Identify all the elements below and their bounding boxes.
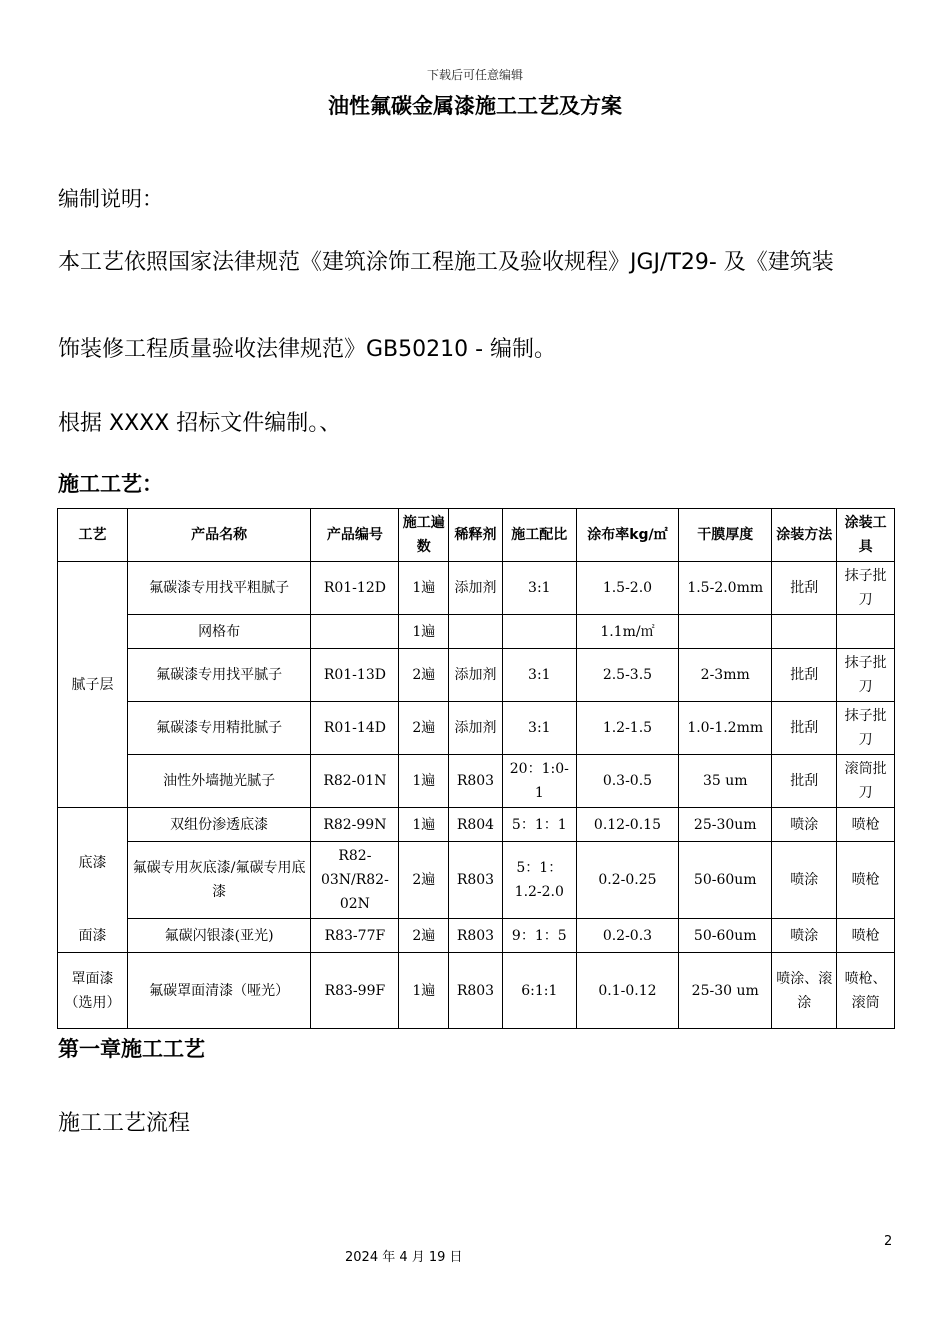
table-header-row bbox=[58, 509, 895, 562]
table-cell: 喷涂 bbox=[772, 919, 837, 953]
table-cell: R82-03N/R82-02N bbox=[311, 842, 399, 919]
intro-paragraph-line-1: 本工艺依照国家法律规范《建筑涂饰工程施工及验收规程》JGJ/T29- 及《建筑装 bbox=[58, 250, 834, 275]
table-cell: 批刮 bbox=[772, 755, 837, 808]
header-cell: 涂装方法 bbox=[772, 509, 837, 562]
group-cell-putty: 腻子层 bbox=[58, 562, 128, 808]
table-cell: 添加剂 bbox=[449, 649, 503, 702]
table-cell: 喷枪 bbox=[837, 808, 895, 842]
process-heading: 施工工艺： bbox=[58, 472, 163, 496]
group-cell-topcoat: 面漆 bbox=[58, 919, 128, 953]
table-cell: 喷涂、滚涂 bbox=[772, 953, 837, 1029]
table-cell: 9：1：5 bbox=[502, 919, 576, 953]
intro-paragraph-line-2: 饰装修工程质量验收法律规范》GB50210 - 编制。 bbox=[58, 337, 557, 362]
table-cell: 喷涂 bbox=[772, 808, 837, 842]
table-cell: 喷枪、滚筒 bbox=[837, 953, 895, 1029]
table-cell bbox=[311, 615, 399, 649]
table-cell: 喷枪 bbox=[837, 842, 895, 919]
table-cell: 1遍 bbox=[399, 755, 449, 808]
table-cell: 氟碳专用灰底漆/氟碳专用底漆 bbox=[127, 842, 310, 919]
table-cell: 3:1 bbox=[502, 562, 576, 615]
table-cell bbox=[837, 615, 895, 649]
table-cell: R83-99F bbox=[311, 953, 399, 1029]
page-number: 2 bbox=[884, 1234, 893, 1249]
table-cell: 添加剂 bbox=[449, 702, 503, 755]
table-cell: R803 bbox=[449, 755, 503, 808]
table-cell: 1.1m/㎡ bbox=[576, 615, 678, 649]
table-cell: 氟碳漆专用精批腻子 bbox=[127, 702, 310, 755]
table-cell: 抹子批刀 bbox=[837, 562, 895, 615]
table-cell: 1遍 bbox=[399, 562, 449, 615]
table-cell: R803 bbox=[449, 953, 503, 1029]
footer-date: 2024 年 4 月 19 日 bbox=[345, 1250, 463, 1265]
table-cell: 1.0-1.2mm bbox=[679, 702, 772, 755]
table-cell: 氟碳漆专用找平粗腻子 bbox=[127, 562, 310, 615]
header-cell: 稀释剂 bbox=[449, 509, 503, 562]
header-cell: 涂装工具 bbox=[837, 509, 895, 562]
group-cell-overcoat: 罩面漆（选用） bbox=[58, 953, 128, 1029]
intro-paragraph-2: 根据 XXXX 招标文件编制。、 bbox=[58, 411, 342, 436]
table-cell: 1遍 bbox=[399, 808, 449, 842]
header-cell: 产品编号 bbox=[311, 509, 399, 562]
table-cell: R01-12D bbox=[311, 562, 399, 615]
table-cell: 0.3-0.5 bbox=[576, 755, 678, 808]
table-cell bbox=[772, 615, 837, 649]
table-cell: R01-14D bbox=[311, 702, 399, 755]
table-row bbox=[58, 842, 895, 919]
table-cell: 油性外墙抛光腻子 bbox=[127, 755, 310, 808]
table-cell: 喷枪 bbox=[837, 919, 895, 953]
table-cell: 20：1:0-1 bbox=[502, 755, 576, 808]
header-cell: 涂布率kg/㎡ bbox=[576, 509, 678, 562]
table-cell: 2遍 bbox=[399, 702, 449, 755]
table-cell: R82-01N bbox=[311, 755, 399, 808]
table-cell: 35 um bbox=[679, 755, 772, 808]
header-cell: 干膜厚度 bbox=[679, 509, 772, 562]
table-cell: 滚筒批刀 bbox=[837, 755, 895, 808]
table-row bbox=[58, 755, 895, 808]
table-row bbox=[58, 615, 895, 649]
table-cell: 3:1 bbox=[502, 649, 576, 702]
table-cell: 2.5-3.5 bbox=[576, 649, 678, 702]
table-row bbox=[58, 702, 895, 755]
table-row bbox=[58, 919, 895, 953]
table-cell: 6:1:1 bbox=[502, 953, 576, 1029]
table-cell: 2遍 bbox=[399, 919, 449, 953]
subheading: 施工工艺流程 bbox=[58, 1111, 191, 1136]
intro-heading: 编制说明： bbox=[58, 187, 163, 211]
table-cell: R83-77F bbox=[311, 919, 399, 953]
table-cell: 0.2-0.3 bbox=[576, 919, 678, 953]
table-cell: R01-13D bbox=[311, 649, 399, 702]
table-cell: 50-60um bbox=[679, 842, 772, 919]
group-cell-primer: 底漆 bbox=[58, 808, 128, 919]
table-cell: 喷涂 bbox=[772, 842, 837, 919]
table-cell: 氟碳漆专用找平腻子 bbox=[127, 649, 310, 702]
table-row bbox=[58, 808, 895, 842]
table-cell: 2-3mm bbox=[679, 649, 772, 702]
table-cell bbox=[449, 615, 503, 649]
table-cell: 氟碳闪银漆(亚光) bbox=[127, 919, 310, 953]
header-cell: 施工遍数 bbox=[399, 509, 449, 562]
header-cell: 施工配比 bbox=[502, 509, 576, 562]
table-cell: 双组份渗透底漆 bbox=[127, 808, 310, 842]
table-cell: 批刮 bbox=[772, 649, 837, 702]
table-cell: 添加剂 bbox=[449, 562, 503, 615]
table-cell: 氟碳罩面清漆（哑光） bbox=[127, 953, 310, 1029]
table-cell: 50-60um bbox=[679, 919, 772, 953]
header-cell: 工艺 bbox=[58, 509, 128, 562]
table-cell: 抹子批刀 bbox=[837, 702, 895, 755]
table-cell bbox=[502, 615, 576, 649]
table-cell: R804 bbox=[449, 808, 503, 842]
table-cell: 1.2-1.5 bbox=[576, 702, 678, 755]
header-cell: 产品名称 bbox=[127, 509, 310, 562]
table-cell: 0.12-0.15 bbox=[576, 808, 678, 842]
table-cell: 5：1：1 bbox=[502, 808, 576, 842]
table-cell: 2遍 bbox=[399, 649, 449, 702]
table-cell: R803 bbox=[449, 842, 503, 919]
table-cell: 1遍 bbox=[399, 953, 449, 1029]
chapter-heading: 第一章施工工艺 bbox=[58, 1037, 205, 1061]
table-cell: 25-30um bbox=[679, 808, 772, 842]
header-note: 下载后可任意编辑 bbox=[426, 68, 523, 82]
document-title: 油性氟碳金属漆施工工艺及方案 bbox=[328, 94, 622, 118]
table-row bbox=[58, 953, 895, 1029]
table-cell: 0.2-0.25 bbox=[576, 842, 678, 919]
table-cell: R82-99N bbox=[311, 808, 399, 842]
table-row bbox=[58, 562, 895, 615]
table-cell: 1.5-2.0mm bbox=[679, 562, 772, 615]
table-cell bbox=[679, 615, 772, 649]
table-cell: 批刮 bbox=[772, 562, 837, 615]
table-cell: 2遍 bbox=[399, 842, 449, 919]
table-cell: 批刮 bbox=[772, 702, 837, 755]
table-row bbox=[58, 649, 895, 702]
table-cell: 1遍 bbox=[399, 615, 449, 649]
table-cell: 3:1 bbox=[502, 702, 576, 755]
table-cell: 1.5-2.0 bbox=[576, 562, 678, 615]
table-cell: R803 bbox=[449, 919, 503, 953]
table-cell: 网格布 bbox=[127, 615, 310, 649]
table-cell: 25-30 um bbox=[679, 953, 772, 1029]
table-cell: 0.1-0.12 bbox=[576, 953, 678, 1029]
table-cell: 5：1：1.2-2.0 bbox=[502, 842, 576, 919]
table-cell: 抹子批刀 bbox=[837, 649, 895, 702]
process-table bbox=[57, 508, 895, 1029]
